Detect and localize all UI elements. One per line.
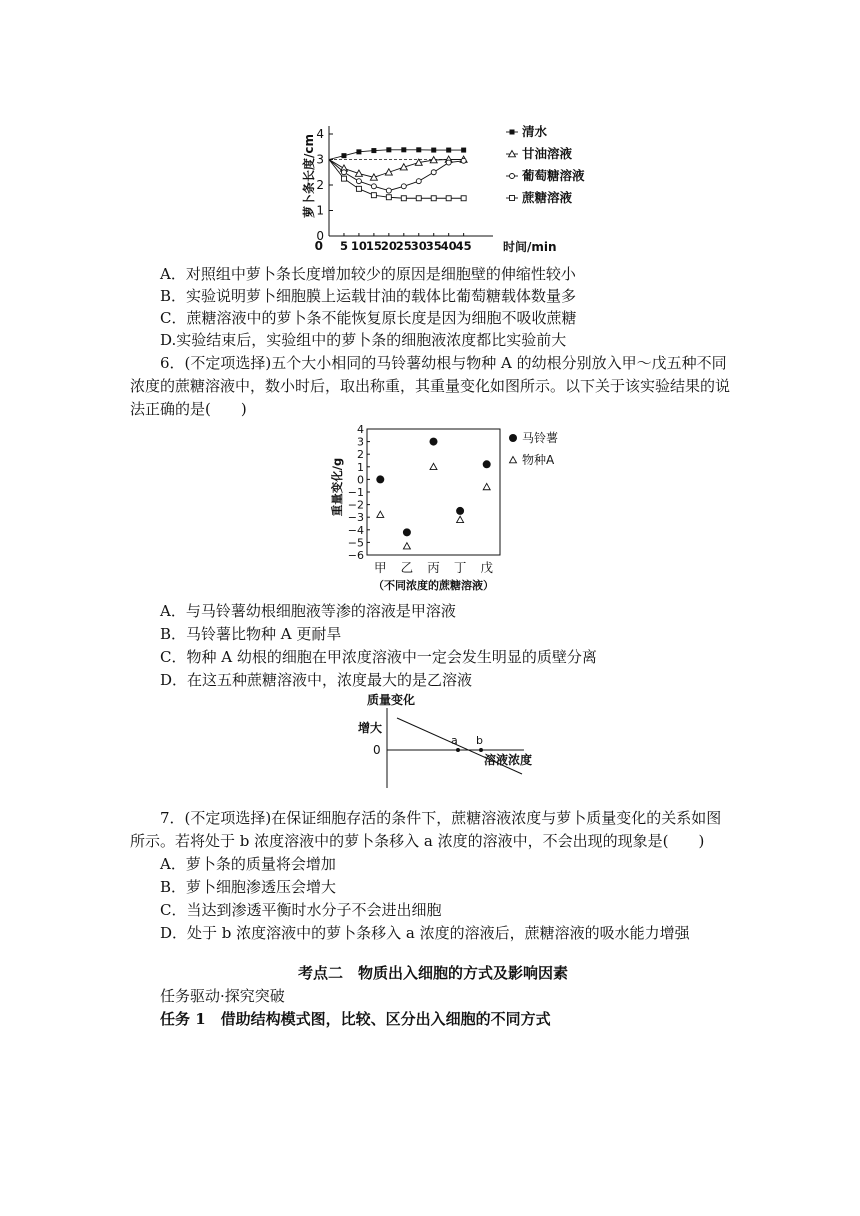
q7-stem-line-1: 7．(不定项选择)在保证细胞存活的条件下，蔗糖溶液浓度与萝卜质量变化的关系如图	[160, 809, 722, 827]
chart2-category-label: 丙	[427, 560, 440, 575]
chart1-y-tick-label: 1	[316, 203, 324, 218]
q5-option-a: A．对照组中萝卜条长度增加较少的原因是细胞壁的伸缩性较小	[160, 265, 576, 283]
chart2-y-tick-label: −1	[347, 486, 364, 499]
chart1-data-point	[386, 195, 391, 200]
chart1-legend-label: 葡萄糖溶液	[522, 168, 585, 183]
chart3-zero-label: 0	[373, 743, 381, 757]
chart2-data-point	[377, 511, 384, 517]
chart2-legend-marker	[510, 457, 517, 463]
chart1-x-tick-label: 10	[350, 239, 367, 253]
chart1-data-point	[431, 148, 436, 153]
chart2-y-tick-label: −3	[347, 511, 364, 525]
chart2-data-point	[483, 460, 491, 468]
chart1-origin-label: 0	[314, 239, 323, 253]
chart1-data-point	[401, 147, 406, 152]
chart2-data-point	[430, 463, 437, 469]
chart2-category-label: 甲	[374, 560, 387, 575]
chart1-data-point	[446, 160, 451, 165]
section-task: 任务 1 借助结构模式图，比较、区分出入细胞的不同方式	[160, 1010, 551, 1028]
chart1-data-point	[341, 176, 346, 181]
q6-option-a: A．与马铃薯幼根细胞液等渗的溶液是甲溶液	[160, 602, 456, 620]
q7-stem-line-2: 所示。若将处于 b 浓度溶液中的萝卜条移入 a 浓度的溶液中，不会出现的现象是( )	[130, 832, 705, 850]
chart1-x-tick-label: 30	[410, 239, 427, 253]
chart1-data-point	[371, 193, 376, 198]
chart2-caption: （不同浓度的蔗糖溶液）	[373, 579, 494, 592]
chart1-data-point	[386, 188, 391, 193]
chart2-y-tick-label: 2	[357, 448, 364, 462]
chart1-y-tick-label: 2	[316, 178, 324, 192]
chart2-data-point	[430, 438, 438, 446]
chart1-x-tick-label: 25	[395, 239, 412, 253]
chart1-series-line	[329, 160, 464, 199]
chart1-x-tick-label: 40	[440, 239, 457, 253]
chart2-frame	[367, 429, 500, 555]
q6-option-b: B．马铃薯比物种 A 更耐旱	[160, 625, 342, 643]
chart3-point-a	[456, 748, 460, 752]
chart1-series	[329, 147, 467, 200]
chart1-legend-label: 清水	[522, 124, 548, 139]
chart1-data-point	[371, 148, 376, 153]
chart1-x-tick-label: 20	[380, 239, 397, 253]
chart2-y-tick-label: 3	[357, 435, 364, 449]
chart1-ylabel: 萝卜条长度/cm	[302, 133, 316, 218]
chart1-data-point	[446, 148, 451, 153]
chart1-data-point	[446, 196, 451, 201]
chart1-data-point	[401, 184, 406, 189]
chart2-data-point	[403, 528, 411, 536]
q6-stem-line-3: 法正确的是( )	[130, 400, 247, 418]
chart2-legend-marker	[509, 434, 517, 442]
chart2-category-label: 戊	[480, 560, 493, 575]
section-subtitle: 任务驱动·探究突破	[160, 987, 285, 1005]
chart1-data-point	[431, 196, 436, 201]
chart1-x-tick-label: 15	[365, 239, 382, 253]
chart1-legend-marker	[510, 130, 515, 135]
chart2-y-tick-label: −4	[347, 523, 364, 537]
chart1-data-point	[461, 148, 466, 153]
chart3-label-b: b	[476, 734, 483, 747]
chart1-series-line	[329, 150, 464, 160]
chart2-legend-label: 马铃薯	[522, 431, 559, 445]
q6-stem-line-2: 浓度的蔗糖溶液中，数小时后，取出称重，其重量变化如图所示。以下关于该实验结果的说	[130, 377, 731, 395]
chart1-data-point	[461, 158, 466, 163]
mass-vs-concentration-diagram	[354, 690, 544, 792]
q6-option-c: C．物种 A 幼根的细胞在甲浓度溶液中一定会发生明显的质壁分离	[160, 648, 597, 666]
chart2-y-tick-label: −6	[347, 549, 364, 562]
chart1-legend-marker	[510, 174, 515, 179]
q6-stem-line-1: 6．(不定项选择)五个大小相同的马铃薯幼根与物种 A 的幼根分别放入甲～戊五种不同	[160, 354, 727, 372]
chart1-data-point	[401, 196, 406, 201]
q7-option-b: B．萝卜细胞渗透压会增大	[160, 878, 337, 896]
chart2-data-point	[376, 475, 384, 483]
chart1-axes	[301, 126, 557, 253]
chart1-data-point	[385, 169, 392, 175]
chart2-data-point	[483, 483, 490, 489]
radish-length-line-chart	[296, 118, 616, 253]
q6-option-d: D．在这五种蔗糖溶液中，浓度最大的是乙溶液	[160, 671, 473, 689]
chart2-points	[376, 438, 490, 549]
chart2-y-tick-label: 1	[357, 460, 364, 474]
q7-option-c: C．当达到渗透平衡时水分子不会进出细胞	[160, 901, 442, 919]
chart1-data-point	[355, 170, 362, 176]
chart3-ylabel: 质量变化	[367, 693, 416, 707]
chart3-label-a: a	[451, 734, 458, 747]
chart2-y-tick-label: −2	[347, 498, 364, 512]
chart1-data-point	[371, 184, 376, 189]
chart2-y-tick-label: 0	[357, 473, 364, 487]
chart1-legend-marker	[510, 196, 515, 201]
chart1-x-tick-label: 5	[339, 239, 348, 253]
chart1-data-point	[356, 149, 361, 154]
chart1-data-point	[416, 196, 421, 201]
q5-option-c: C．蔗糖溶液中的萝卜条不能恢复原长度是因为细胞不吸收蔗糖	[160, 309, 577, 327]
chart1-data-point	[386, 147, 391, 152]
chart1-data-point	[416, 179, 421, 184]
chart1-data-point	[431, 170, 436, 175]
chart2-category-label: 丁	[453, 560, 467, 575]
q5-option-b: B．实验说明萝卜细胞膜上运载甘油的载体比葡萄糖载体数量多	[160, 287, 577, 305]
chart2-axes	[330, 423, 500, 592]
chart1-series-line	[329, 160, 464, 178]
chart2-legend-label: 物种A	[522, 453, 555, 467]
chart1-data-point	[341, 170, 346, 175]
chart2-y-tick-label: 4	[357, 423, 364, 436]
chart2-legend	[509, 430, 558, 467]
chart2-data-point	[403, 543, 410, 549]
chart2-y-tick-label: −5	[347, 536, 364, 550]
chart1-y-tick-label: 0	[316, 229, 324, 243]
q7-option-a: A．萝卜条的质量将会增加	[160, 855, 336, 873]
chart1-data-point	[341, 153, 346, 158]
chart1-x-tick-label: 35	[425, 239, 442, 253]
chart1-legend-label: 蔗糖溶液	[522, 190, 573, 205]
chart3-up-label: 增大	[358, 721, 383, 735]
chart1-xlabel: 时间/min	[503, 240, 557, 253]
chart1-data-point	[416, 147, 421, 152]
chart3-xlabel: 溶液浓度	[484, 753, 533, 767]
chart1-data-point	[461, 196, 466, 201]
q5-option-d: D.实验结束后，实验组中的萝卜条的细胞液浓度都比实验前大	[160, 331, 567, 349]
chart2-ylabel: 重量变化/g	[330, 457, 344, 517]
section-title: 考点二 物质出入细胞的方式及影响因素	[298, 964, 569, 982]
weight-change-scatter-chart	[328, 422, 578, 598]
chart1-data-point	[356, 179, 361, 184]
chart1-legend	[506, 124, 585, 205]
chart1-legend-label: 甘油溶液	[522, 146, 573, 161]
chart1-y-tick-label: 4	[316, 127, 324, 141]
chart2-data-point	[456, 507, 464, 515]
q7-option-d: D．处于 b 浓度溶液中的萝卜条移入 a 浓度的溶液后，蔗糖溶液的吸水能力增强	[160, 924, 690, 942]
chart1-series-line	[329, 160, 464, 191]
chart2-category-label: 乙	[400, 560, 414, 575]
chart3-point-b	[479, 748, 483, 752]
chart1-y-tick-label: 3	[316, 152, 324, 167]
chart2-data-point	[457, 516, 464, 522]
chart1-data-point	[356, 186, 361, 191]
chart1-x-tick-label: 45	[455, 239, 472, 253]
